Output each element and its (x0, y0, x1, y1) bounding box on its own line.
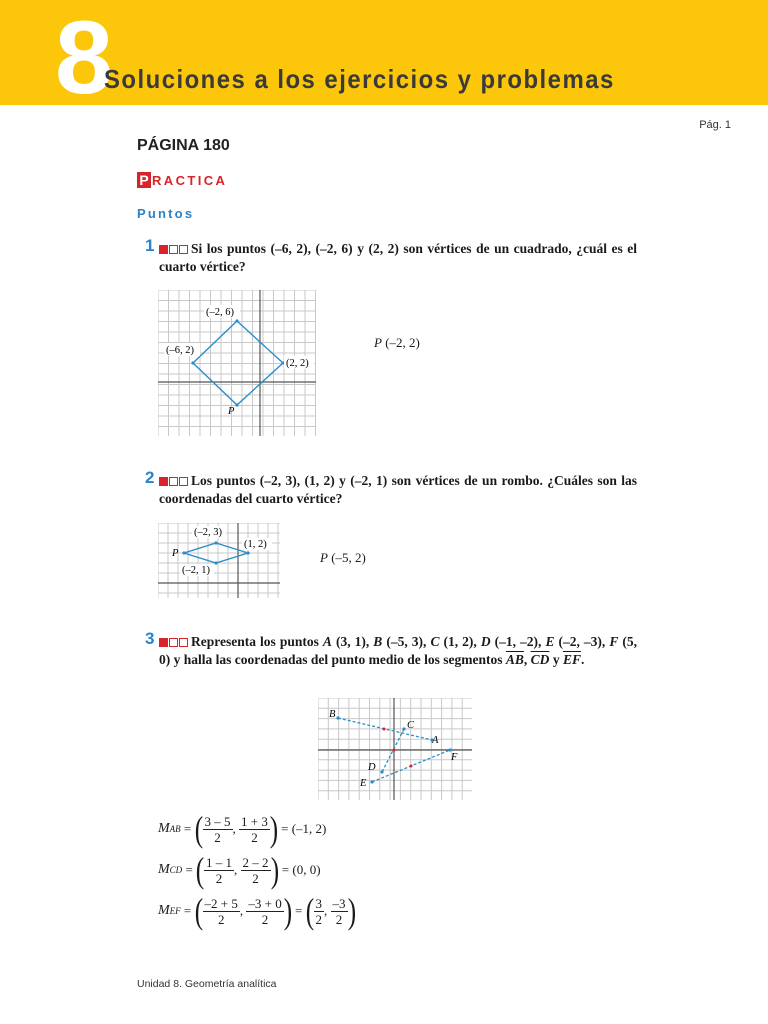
formula-m-ef: M EF = ( $\frac{-2 + 5}{2}$ , $\frac{-3 + 0}{2}$ ) = ( $\frac{3}{2}$ , $\frac{-3}{2}$ ) (158, 891, 356, 931)
difficulty-icon (159, 245, 188, 254)
chapter-number: 8 (55, 0, 113, 116)
label-c: (–2, 1) (182, 565, 210, 576)
figure-rhombus-grid (158, 523, 280, 598)
exercise-text: Los puntos (–2, 3), (1, 2) y (–2, 1) son vértices de un rombo. ¿Cuáles son las coordenadas del cuarto vértice? (159, 473, 637, 506)
label-b: (1, 2) (244, 539, 267, 550)
subsection-title: Puntos (137, 206, 195, 221)
exercise-1 (137, 236, 637, 276)
label-e: E (360, 778, 367, 789)
label-c: C (407, 720, 415, 731)
header-banner (0, 0, 768, 116)
label-p: P (172, 548, 179, 559)
label-a: A (432, 735, 439, 746)
practica-initial: P (137, 172, 151, 188)
page-label: Pág. 1 (699, 119, 731, 131)
chapter-title: Soluciones a los ejercicios y problemas (104, 64, 615, 94)
formula-m-ab: M AB = ( $\frac{3 - 5}{2}$ , $\frac{1 + 3}{2}$ ) = (–1, 2) (158, 809, 327, 849)
label-a: (–2, 6) (206, 307, 234, 318)
figure-square-grid (158, 290, 316, 436)
label-c: (2, 2) (286, 358, 309, 369)
label-b: (–6, 2) (166, 345, 194, 356)
figure-points-grid (318, 698, 472, 800)
page-heading: PÁGINA 180 (137, 137, 230, 154)
label-d: D (368, 762, 376, 773)
label-a: (–2, 3) (194, 527, 222, 538)
page-footer: Unidad 8. Geometría analítica (137, 978, 277, 990)
exercise-number: 2 (145, 468, 155, 487)
label-p: P (228, 406, 235, 417)
formula-m-cd: M CD = ( $\frac{1 - 1}{2}$ , $\frac{2 - 2}{2}$ ) = (0, 0) (158, 850, 321, 890)
label-b: B (329, 709, 336, 720)
exercise-text: Si los puntos (–6, 2), (–2, 6) y (2, 2) son vértices de un cuadrado, ¿cuál es el cuarto vértice? (159, 241, 637, 274)
difficulty-icon (159, 477, 188, 486)
exercise-3: 3 Representa los puntos A (3, 1), B (–5, 3), C (1, 2), D (–1, –2), E (–2, –3), F (5, 0) y halla las coordenadas del punto medio de los segmentos $\overline{AB}$, $\overline{CD}$ y $\overline{EF}$. (145, 629, 638, 667)
exercise-2 (137, 468, 637, 508)
answer-2: P (–5, 2) (320, 550, 366, 565)
exercise-number: 3 (145, 629, 155, 648)
label-f: F (451, 752, 458, 763)
difficulty-icon (159, 638, 188, 647)
exercise-number: 1 (145, 236, 155, 255)
section-practica (137, 172, 227, 188)
answer-1: P (–2, 2) (374, 335, 420, 350)
practica-rest: RACTICA (152, 172, 228, 188)
